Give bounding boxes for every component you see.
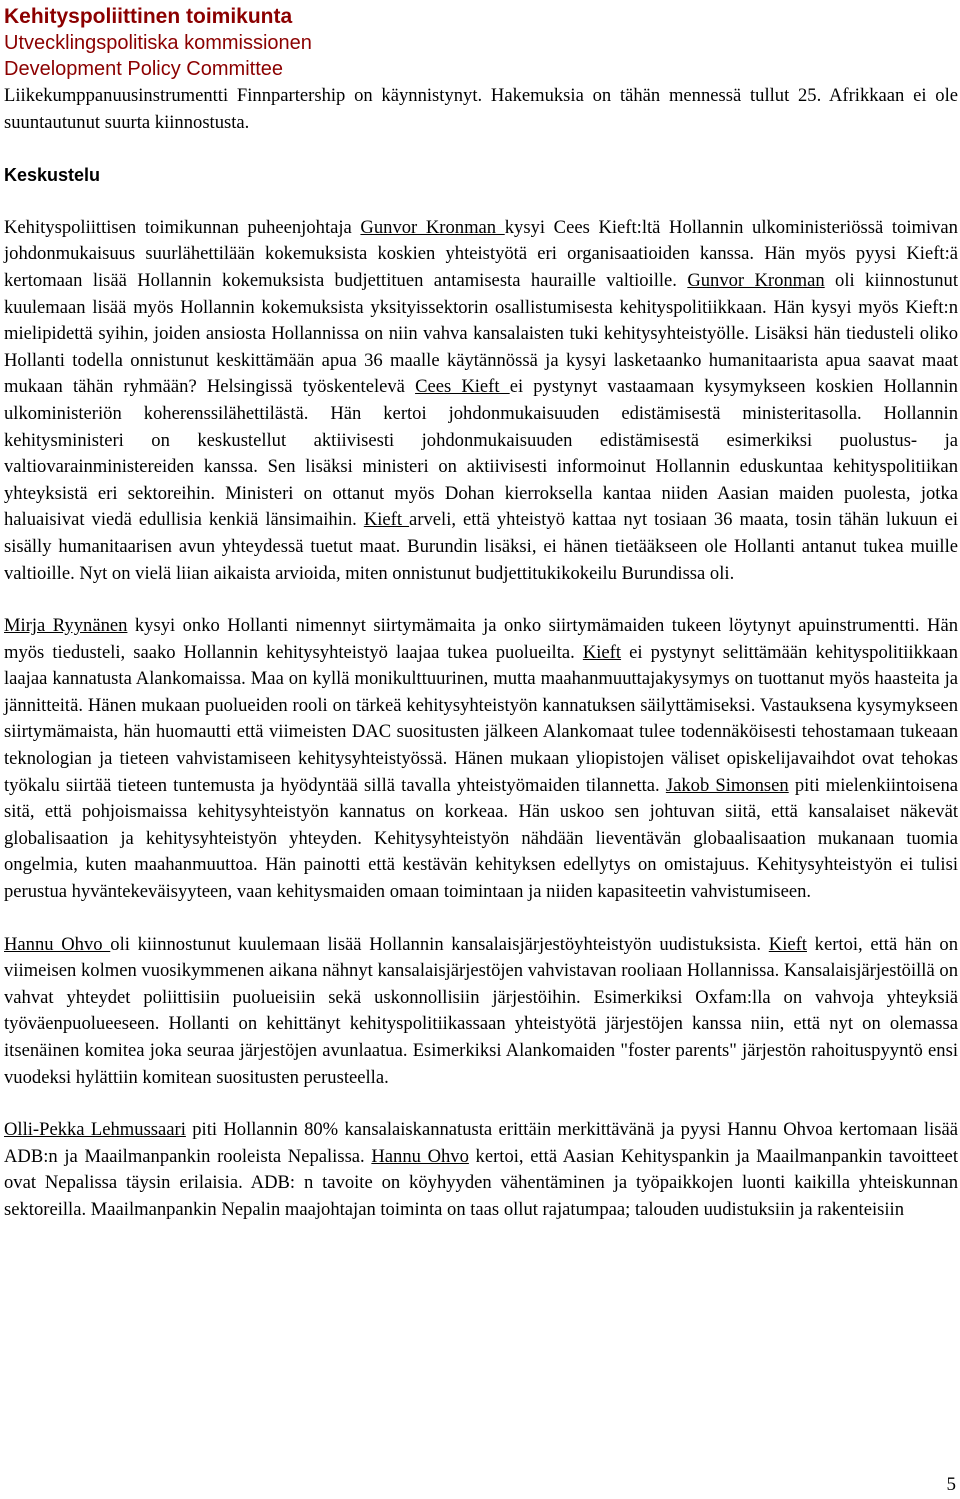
text-run: kysyi Cees Kieft:ltä Hollannin ulkoministeriössä toimivan johdonmukaisuus suurlähettilään kokemuksista koskien yhteistyötä eri organisaatioiden kanssa. Hän myös pyysi Kieft:ä kertomaan lisää Hollannin kokemuksista budjettituen antamisesta hauraille valtioille. (4, 216, 958, 291)
speaker-name: Kieft (582, 641, 622, 663)
speaker-name: Olli-Pekka Lehmussaari (4, 1119, 186, 1141)
speaker-name: Hannu Ohvo (371, 1145, 469, 1167)
paragraph-2 (4, 613, 958, 906)
speaker-name: Cees Kieft (415, 376, 510, 398)
committee-name-en: Development Policy Committee (4, 58, 283, 80)
committee-header (4, 4, 312, 82)
text-run: kertoi, että Aasian Kehityspankin ja Maailmanpankin tavoitteet ovat Nepalissa täysin erilaisia. ADB: n tavoite on köyhyyden vähentäminen ja työpaikkojen luonti kaikilla yhteiskunnan sektoreilla. Maailmanpankin Nepalin maajohtajan toiminta on taas ollut rajatumpaa; talouden uudistuksiin ja rakenteisiin (4, 1145, 958, 1220)
committee-name-sv: Utvecklingspolitiska kommissionen (4, 32, 312, 54)
text-run: piti mielenkiintoisena sitä, että pohjoismaissa kehitysyhteistyön kannatus on korkeaa. Hän uskoo sen johtuvan siitä, että kansalaiset näkevät globalisaation ja kehitysyhteistyön yhteyden. Kehitysyhteistyön nähdään lieventävän globaalisaation mukanaan tuomia ongelmia, kuten maahanmuuttoa. Hän painotti että kestävän kehityksen edellytys on omistajuus. Kehitysyhteistyön ei tulisi perustua hyväntekeväisyyteen, vaan kehitysmaiden omaan toimintaan ja niiden kapasiteetin vahvistumiseen. (4, 774, 958, 903)
speaker-name: Kieft (363, 509, 410, 531)
speaker-name: Gunvor Kronman (360, 216, 505, 238)
section-heading: Keskustelu (4, 165, 101, 186)
committee-name-fi: Kehityspoliittinen toimikunta (4, 5, 293, 28)
text-run: ei pystynyt selittämään kehityspolitiikkaan laajaa kannatusta Alankomaissa. Maa on kyllä monikulttuurinen, mutta maahanmuuttajakysymys on tuottanut myös haasteita ja jännitteitä. Hänen mukaan puolueiden rooli on tärkeä kehitysyhteistyön kannatuksen säilyttämiseksi. Vastauksena kysymykseen siirtymämaista, hän huomautti että viimeisten DAC suositusten jälkeen Alankomaat tulee todennäköisesti tehostamaan tukeaan teknologian ja tieteen vahvistamiseen kehitysyhteistyössä. Hänen mukaan yliopistojen väliset opiskelijavaihdot ovat tehokas työkalu siirtää tieteen tuntemusta ja hyödyntää sillä tavalla yhteistyömaiden tilannetta. (4, 641, 958, 796)
text-run: Kehityspoliittisen toimikunnan puheenjohtaja (4, 216, 361, 238)
document-body (4, 83, 958, 1224)
paragraph-4 (4, 1117, 958, 1223)
speaker-name: Jakob Simonsen (665, 774, 789, 796)
text-run: oli kiinnostunut kuulemaan lisää Hollannin kansalaisjärjestöyhteistyön uudistuksista. (110, 933, 769, 955)
text-run: piti Hollannin 80% kansalaiskannatusta erittäin merkittävänä ja pyysi Hannu Ohvoa kertomaan lisää ADB:n ja Maailmanpankin rooleista Nepalissa. (4, 1119, 958, 1167)
speaker-name: Gunvor Kronman (687, 269, 825, 291)
text-run: ei pystynyt vastaamaan kysymykseen koskien Hollannin ulkoministeriön koherenssilähettilästä. Hän kertoi johdonmukaisuuden edistämisestä ministeritasolla. Hollannin kehitysministeri on keskustellut aktiivisesti johdonmukaisuuden edistämisestä esimerkiksi puolustus- ja valtiovarainministereiden kanssa. Sen lisäksi ministeri on aktiivisesti informoinut Hollannin eduskuntaa kehityspolitiikan yhteyksistä eri sektoreihin. Ministeri on ottanut myös Dohan kierroksella kantaa niiden Aasian maiden puolesta, jotka haluaisivat viedä edullisia kenkiä länsimaihin. (4, 376, 958, 531)
speaker-name: Mirja Ryynänen (4, 615, 128, 637)
paragraph-3 (4, 932, 958, 1092)
text-run: oli kiinnostunut kuulemaan lisää myös Hollannin kokemuksista yksityissektorin osallistumisesta kehityspolitiikkaan. Hän kysyi myös Kieft:n mielipidettä syihin, joiden ansiosta Hollannissa on niin vahva kansalaisten tuki kehitysyhteistyölle. Lisäksi hän tiedusteli oliko Hollanti todella onnistunut keskittämään apua 36 maalle käytännössä ja kysyi lasketaanko humanitaarista apua saavat maat mukaan tähän ryhmään? Helsingissä työskentelevä (4, 269, 959, 398)
text-run: kertoi, että hän on viimeisen kolmen vuosikymmenen aikana nähnyt kansalaisjärjestöjen vahvistavan rooliaan Hollannissa. Kansalaisjärjestöillä on vahvat yhteydet poliittisiin puolueisiin sekä uskonnollisiin järjestöihin. Esimerkiksi Oxfam:lla on vahvoja yhteyksiä työväenpuolueeseen. Hollanti on kehittänyt kehityspolitiikassaan yhteistyötä järjestöjen kanssa niin, että nyt on olemassa itsenäinen komitea joka seuraa järjestöjen avunlaatua. Esimerkiksi Alankomaiden "foster parents" järjestön rahoituspyyntö ensi vuodeksi hylättiin komitean suositusten perusteella. (4, 933, 959, 1088)
text-run: arveli, että yhteistyö kattaa nyt tosiaan 36 maata, tosin tähän lukuun ei sisälly humanitaarisen avun yhteydessä tuetut maat. Burundin lisäksi, ei hänen tietääkseen ole Hollanti antanut tukea muille valtioille. Nyt on vielä liian aikaista arvioida, miten onnistunut budjettitukikokeilu Burundissa oli. (4, 509, 959, 584)
intro-paragraph: Liikekumppanuusinstrumentti Finnpartership on käynnistynyt. Hakemuksia on tähän mennessä tullut 25. Afrikkaan ei ole suuntautunut suurta kiinnostusta. (4, 85, 958, 133)
speaker-name: Kieft (768, 933, 807, 955)
paragraph-1 (4, 215, 958, 587)
speaker-name: Hannu Ohvo (4, 933, 111, 955)
page-number: 5 (946, 1474, 956, 1495)
text-run: kysyi onko Hollanti nimennyt siirtymämaita ja onko siirtymämaiden tukeen löytynyt apuinstrumentti. Hän myös tiedusteli, saako Hollannin kehitysyhteistyö laajaa tukea puolueilta. (4, 615, 958, 663)
